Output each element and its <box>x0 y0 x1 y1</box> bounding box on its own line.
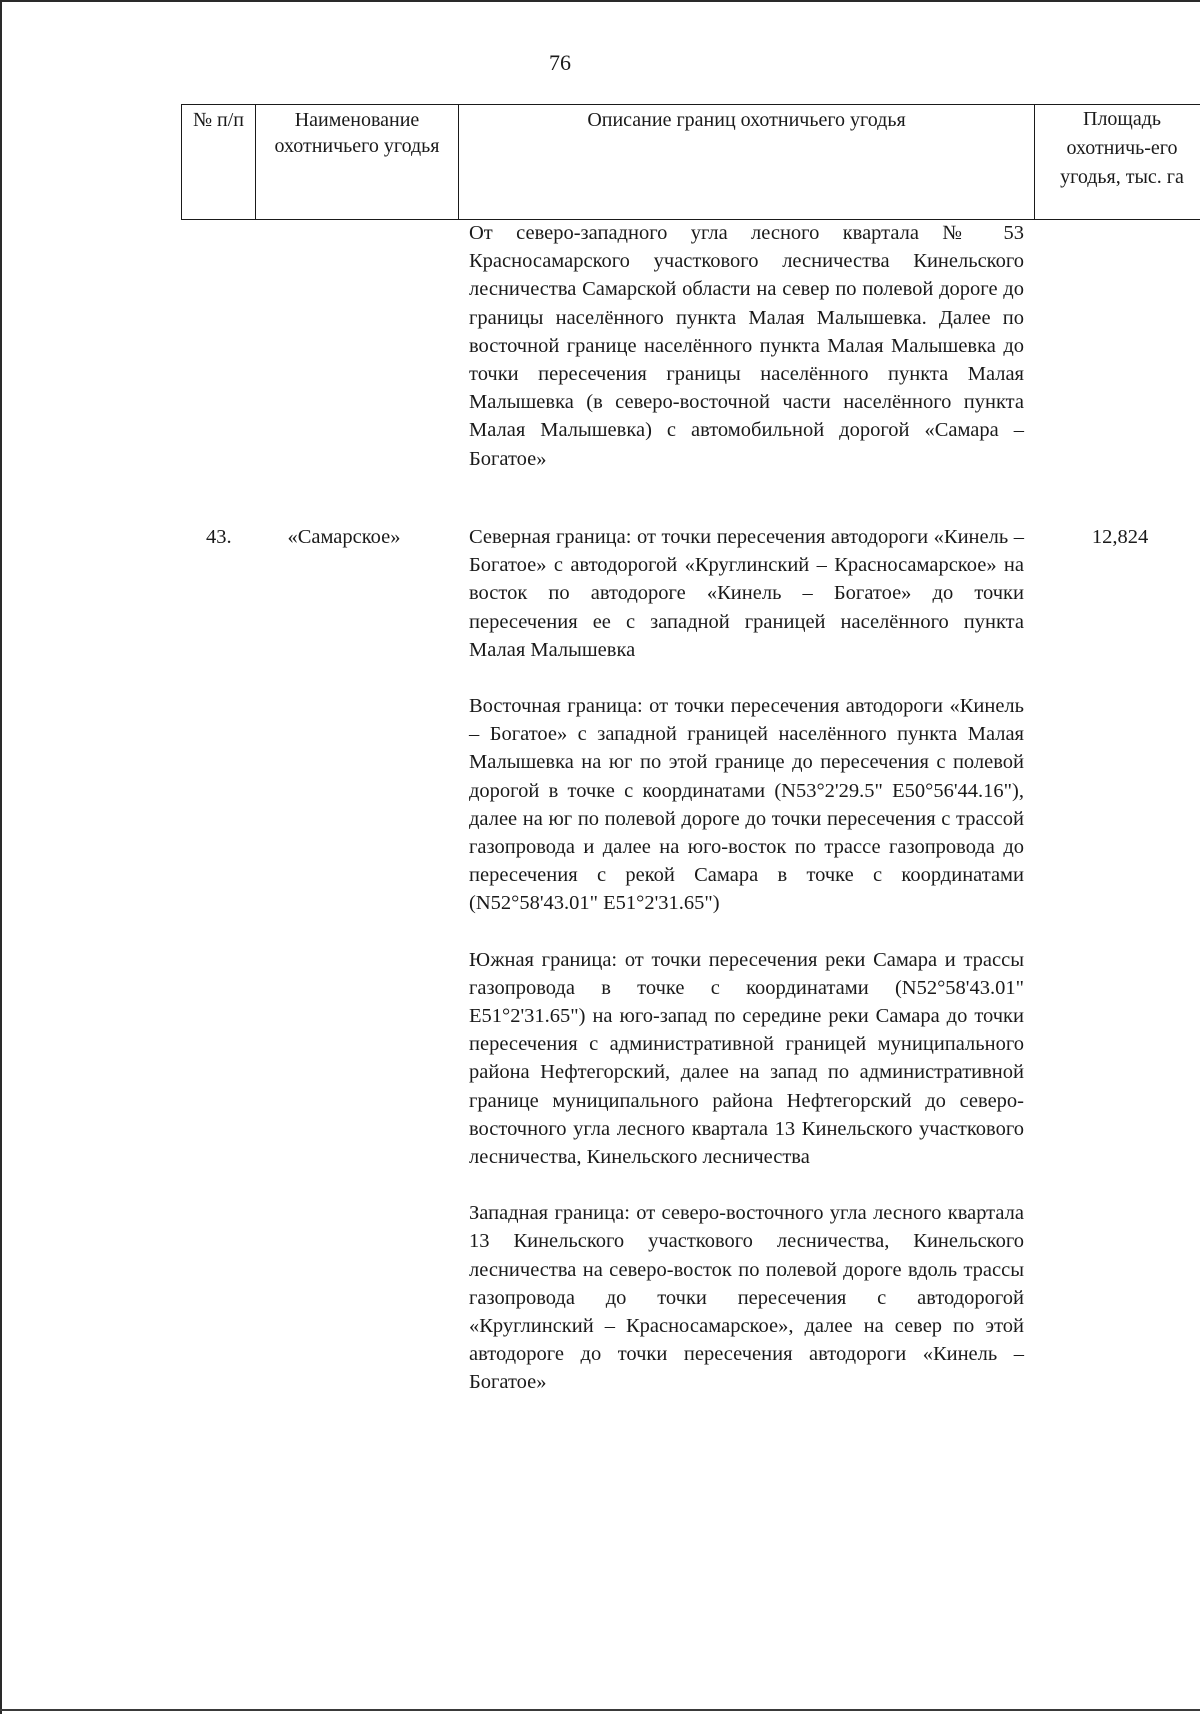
header-name: Наименование охотничьего угодья <box>256 105 459 220</box>
table-header <box>181 104 1200 220</box>
row-name: «Самарское» <box>287 526 401 548</box>
page-number: 76 <box>549 50 571 75</box>
east-boundary: Восточная граница: от точки пересечения автодороги «Кинель – Богатое» с западной границей населённого пункта Малая Малышевка на юг по этой границе до пересечения с полевой дорогой в точке с координатами (N53°2'29.5" E50°56'44.16"), далее на юг по полевой дороге до точки пересечения с трассой газопровода и далее на юго-восток по трассе газопровода до пересечения с рекой Самара в точке с координатами (N52°58'43.01" E51°2'31.65") <box>469 695 1024 915</box>
north-boundary: Северная граница: от точки пересечения автодороги «Кинель – Богатое» с автодорогой «Круглинский – Красносамарское» на восток по автодороге «Кинель – Богатое» до точки пересечения ее с западной границей населённого пункта Малая Малышевка <box>469 526 1024 661</box>
boundary-paragraph: От северо-западного угла лесного квартала № 53 Красносамарского участкового лесничества Кинельского лесничества Самарской области на север по полевой дороге до границы населённого пункта Малая Малышевка. Далее по восточной границе населённого пункта Малая Малышевка до точки пересечения границы населённого пункта Малая Малышевка (в северо-восточной части населённого пункта Малая Малышевка) с автомобильной дорогой «Самара – Богатое» <box>469 222 1024 470</box>
table-row <box>469 219 1024 473</box>
table-row <box>469 523 1024 1397</box>
south-boundary: Южная граница: от точки пересечения реки Самара и трассы газопровода в точке с координатами (N52°58'43.01" E51°2'31.65") на юго-запад по середине реки Самара до точки пересечения с административной границей муниципального района Нефтегорский, далее на запад по административной границе муниципального района Нефтегорский до северо-восточного угла лесного квартала 13 Кинельского участкового лесничества, Кинельского лесничества <box>469 948 1024 1169</box>
header-num: № п/п <box>182 105 256 220</box>
row-area: 12,824 <box>1091 526 1149 548</box>
header-area: Площадь охотничь-его угодья, тыс. га <box>1035 105 1200 220</box>
west-boundary: Западная граница: от северо-восточного угла лесного квартала 13 Кинельского участкового лесничества, Кинельского лесничества на северо-восток по полевой дороге вдоль трассы газопровода до точки пересечения с автодорогой «Круглинский – Красносамарское», далее на север по этой автодороге до точки пересечения автодороги «Кинель – Богатое» <box>469 1202 1024 1394</box>
scan-left-edge <box>0 0 2 1714</box>
scan-bottom-edge <box>0 1709 1200 1711</box>
header-description: Описание границ охотничьего угодья <box>459 105 1035 220</box>
scan-top-edge <box>0 0 1200 2</box>
row-number: 43. <box>206 526 232 548</box>
